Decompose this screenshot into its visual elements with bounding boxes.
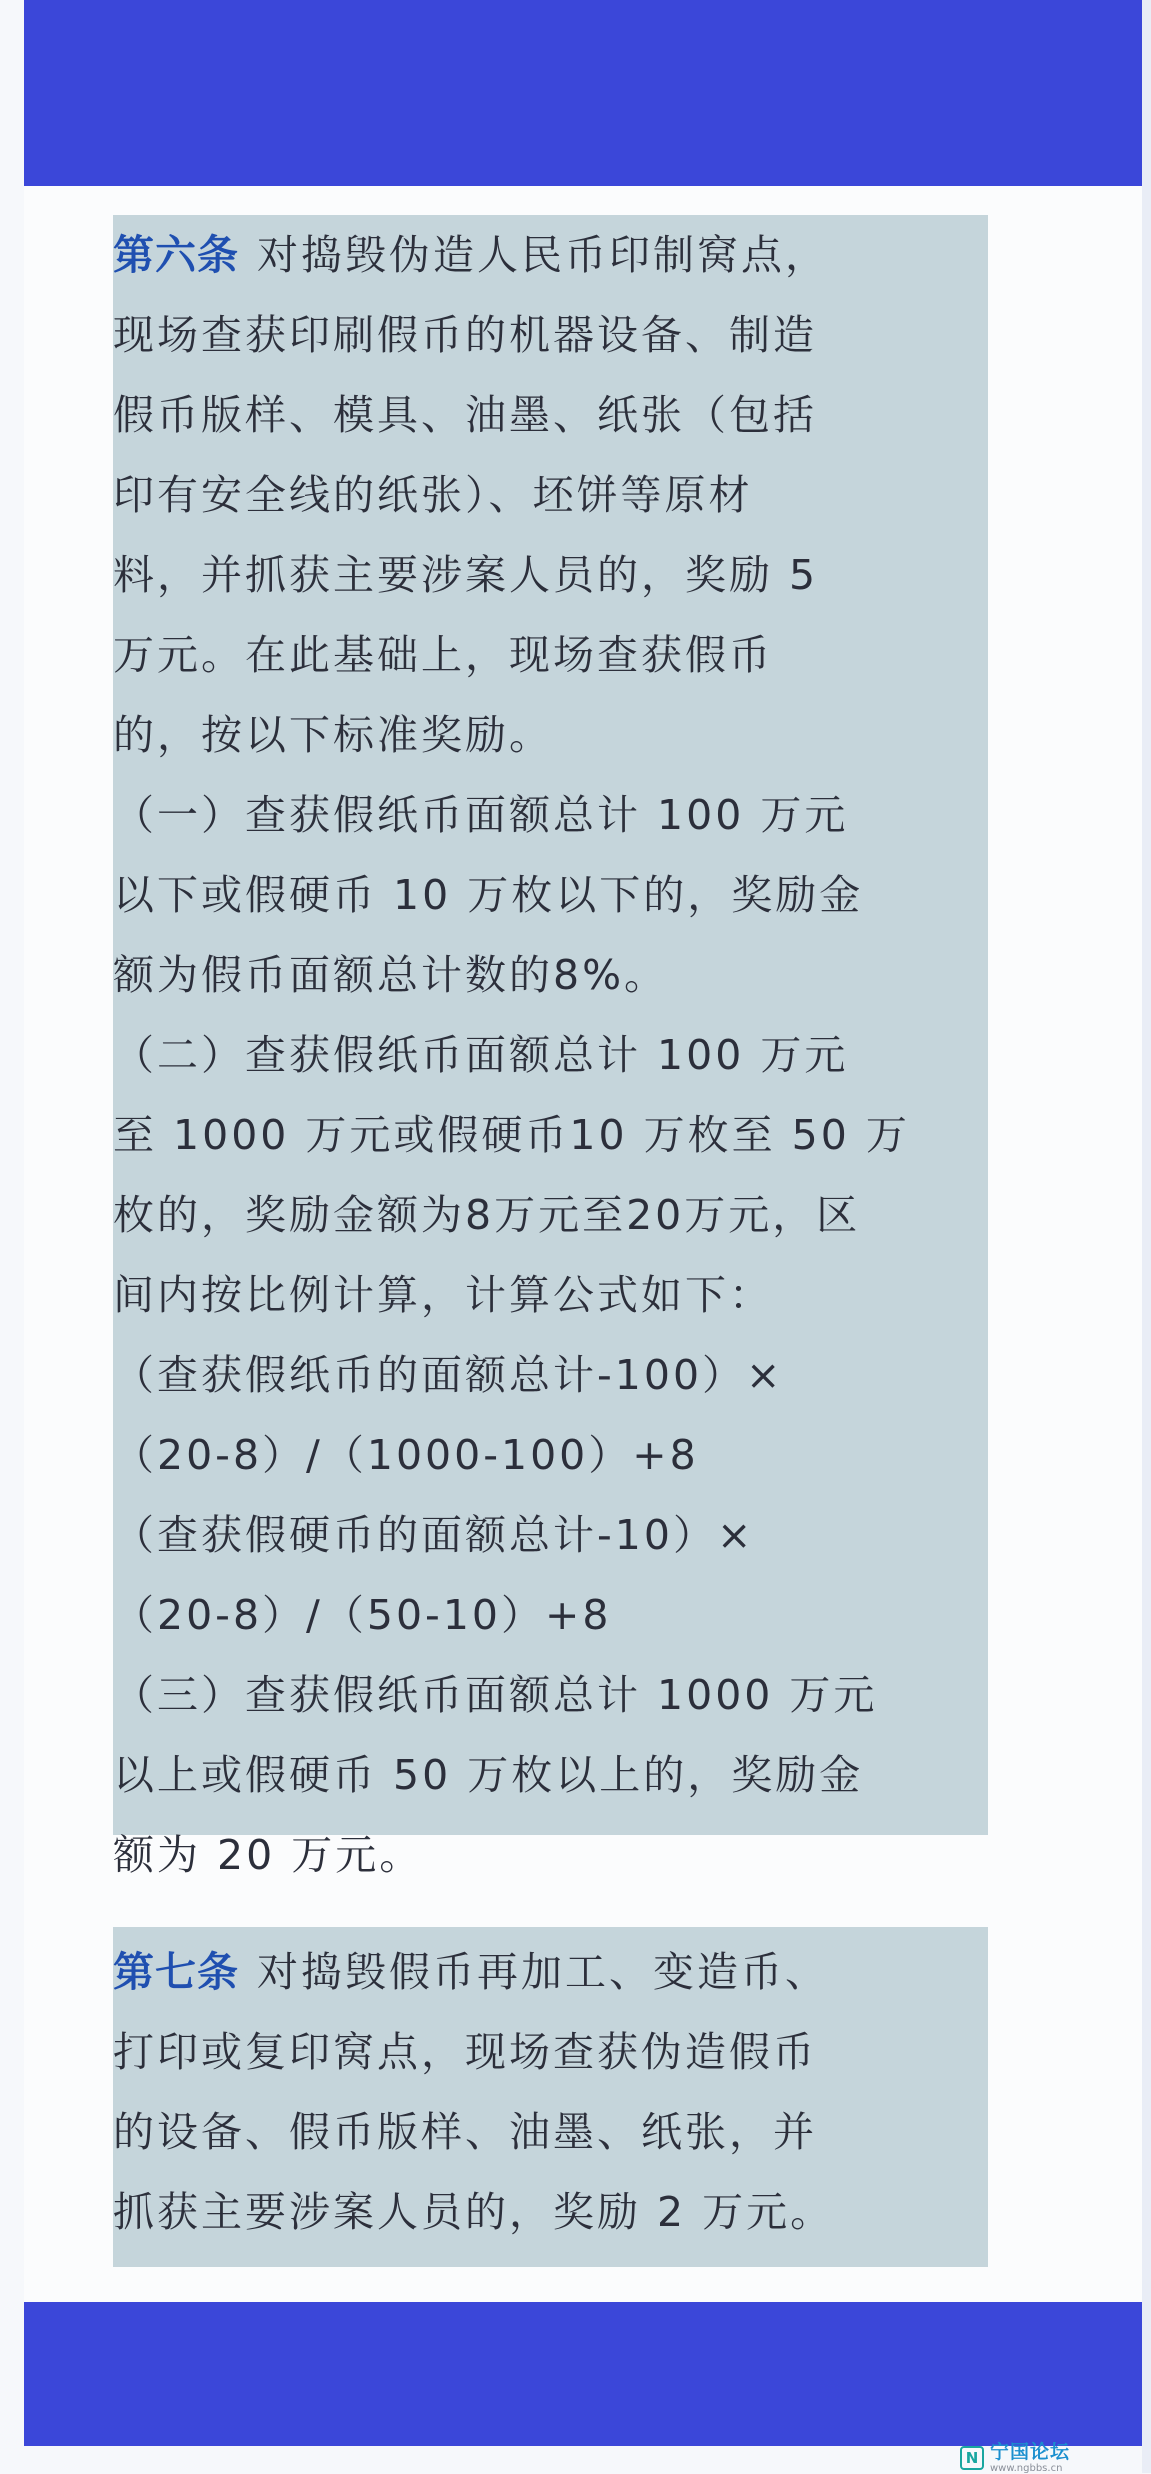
article-6-line: 现场查获印刷假币的机器设备、制造 [113,311,817,359]
article-7-line: 抓获主要涉案人员的，奖励 2 万元。 [113,2188,835,2236]
formula-line: （20-8）/（50-10）+8 [113,1591,612,1639]
article-7-line: 打印或复印窝点，现场查获伪造假币 [113,2028,817,2076]
clause-2-line: 间内按比例计算，计算公式如下： [113,1271,773,1319]
watermark [960,2440,1071,2474]
forum-logo-icon: N [960,2446,984,2470]
article-7-line-1 [113,1932,988,2012]
formula-line: （20-8）/（1000-100）+8 [113,1431,699,1479]
clause-2-line: 至 1000 万元或假硬币10 万枚至 50 万 [113,1111,910,1159]
article-7-line: 的设备、假币版样、油墨、纸张，并 [113,2108,817,2156]
clause-1-line: 以下或假硬币 10 万枚以下的，奖励金 [113,871,864,919]
article-6-line: 料，并抓获主要涉案人员的，奖励 5 [113,551,819,599]
article-6-text: 对捣毁伪造人民币印制窝点， [257,231,829,279]
formula-line: （查获假硬币的面额总计-10）× [113,1511,755,1559]
scan-edge [1142,0,1151,2473]
clause-3-line: 以上或假硬币 50 万枚以上的，奖励金 [113,1751,864,1799]
clause-1-line: 额为假币面额总计数的8%。 [113,951,669,999]
clause-2-line: （二）查获假纸币面额总计 100 万元 [113,1031,849,1079]
article-6-line: 假币版样、模具、油墨、纸张（包括 [113,391,817,439]
watermark-name: 宁国论坛 [990,2440,1071,2463]
clause-3-line: 额为 20 万元。 [113,1831,424,1879]
bottom-color-band [24,2302,1142,2446]
article-6-line: 万元。在此基础上，现场查获假币 [113,631,773,679]
clause-1-line: （一）查获假纸币面额总计 100 万元 [113,791,849,839]
clause-2-line: 枚的，奖励金额为8万元至20万元，区 [113,1191,861,1239]
watermark-url: www.ngbbs.cn [990,2462,1063,2474]
article-7-heading: 第七条 [113,1948,239,1996]
article-6-heading: 第六条 [113,231,239,279]
article-6-line: 的，按以下标准奖励。 [113,711,553,759]
article-6-panel [113,215,988,1879]
article-7-panel [113,1927,988,2267]
article-6-line: 印有安全线的纸张）、坯饼等原材 [113,471,753,519]
top-color-band [24,0,1142,186]
article-6-line-1 [113,215,988,295]
clause-3-line: （三）查获假纸币面额总计 1000 万元 [113,1671,878,1719]
formula-line: （查获假纸币的面额总计-100）× [113,1351,784,1399]
article-7-text: 对捣毁假币再加工、变造币、 [257,1948,829,1996]
